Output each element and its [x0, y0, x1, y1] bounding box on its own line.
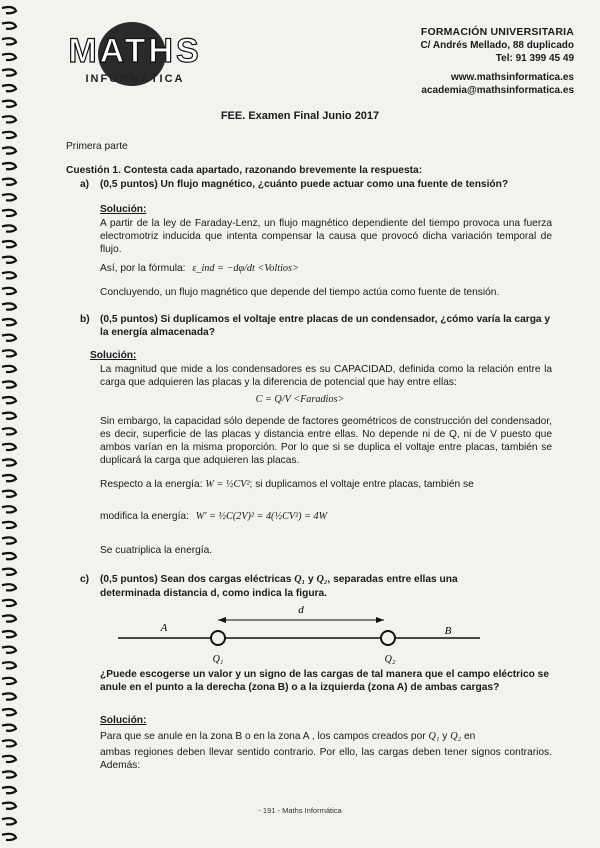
qa-formula-line	[100, 262, 299, 275]
page-footer: - 191 - Maths Informática	[258, 806, 342, 815]
spiral-ring	[2, 756, 16, 762]
qb-question: (0,5 puntos) Si duplicamos el voltaje entre placas de un condensador, ¿cómo varía la carga y la energía almacenada?	[100, 314, 551, 338]
spiral-ring	[2, 163, 16, 169]
qc-sol-and: y	[442, 731, 448, 742]
distance-label: d	[298, 604, 304, 616]
qa-formula: ε_ind = −dφ/dt <Voltios>	[192, 263, 299, 274]
qb-paragraph-2: Sin embargo, la capacidad sólo depende de factores geométricos de construcción del condensador, es decir, superficie de las placas y distancia entre ellas. No depende ni de Q, ni de V puesto que ambos varían en la misma proporción. Por lo que si se duplica el voltaje entre placas, también se duplicará la carga que adquieren las placas.	[100, 416, 552, 466]
spiral-ring	[2, 288, 16, 294]
spiral-ring	[2, 444, 16, 450]
distance-arrow-left	[218, 617, 226, 623]
qa-label: a)	[80, 179, 90, 190]
org-email: academia@mathsinformatica.es	[421, 85, 574, 96]
qb-label: b)	[80, 314, 90, 325]
qc-solution-line-1	[100, 730, 552, 743]
qc-sol-q2: Q₂	[450, 731, 462, 742]
qc-charge-q2: Q₂	[316, 574, 328, 585]
spiral-ring	[2, 491, 16, 497]
qb-modified-formula: W' = ½C(2V)² = 4(½CV²) = 4W	[195, 511, 328, 522]
qb-solution-label: Solución:	[90, 350, 137, 361]
qc-question-c: determinada distancia d, como indica la figura.	[100, 588, 328, 599]
qb-paragraph-5: Se cuatriplica la energía.	[100, 545, 213, 556]
spiral-ring	[2, 303, 16, 309]
qc-question-b: , separadas entre ellas una	[327, 574, 458, 585]
spiral-ring	[2, 23, 16, 29]
qa-paragraph-1: A partir de la ley de Faraday-Lenz, un flujo magnético dependiente del tiempo provoca una fuerza electromotriz inducida que intenta compensar la causa que provocó dicha variación temporal de flujo.	[100, 218, 552, 255]
qc-sol-q1: Q₁	[428, 731, 440, 742]
spiral-ring	[2, 241, 16, 247]
qb-formula-capacity: C = Q/V <Faradios>	[255, 394, 345, 405]
qa-formula-prefix: Así, por la fórmula:	[100, 263, 186, 274]
qb-energy-suffix: ; si duplicamos el voltaje entre placas, también se	[249, 479, 474, 490]
spiral-ring	[2, 179, 16, 185]
spiral-ring	[2, 678, 16, 684]
spiral-ring	[2, 537, 16, 543]
spiral-ring	[2, 475, 16, 481]
spiral-ring	[2, 662, 16, 668]
org-phone: Tel: 91 399 45 49	[495, 53, 574, 64]
qa-paragraph-3: Concluyendo, un flujo magnético que depende del tiempo actúa como fuente de tensión.	[100, 287, 500, 298]
distance-arrow-right	[376, 617, 384, 623]
spiral-ring	[2, 381, 16, 387]
charge-q2-label: Q₂	[384, 654, 396, 665]
charge-q1-marker	[211, 631, 225, 645]
charge-q2-marker	[381, 631, 395, 645]
spiral-binding	[0, 0, 22, 848]
spiral-ring	[2, 693, 16, 699]
charge-q1-label: Q₁	[212, 654, 224, 665]
spiral-ring	[2, 584, 16, 590]
maths-informatica-logo	[60, 14, 210, 94]
org-address: C/ Andrés Mellado, 88 duplicado	[420, 40, 574, 51]
qc-sol-b: en	[463, 731, 476, 742]
spiral-ring	[2, 413, 16, 419]
qb-paragraph-1: La magnitud que mide a los condensadores es su CAPACIDAD, definida como la relación entre la carga que adquieren las placas y la diferencia de potencial que hay entre ellas:	[100, 364, 552, 388]
qc-sol-a: Para que se anule en la zona B o en la zona A , los campos creados por	[100, 731, 426, 742]
spiral-ring	[2, 647, 16, 653]
charges-figure	[118, 596, 480, 666]
qb-energy-formula: W = ½CV²	[205, 479, 250, 490]
exam-title: FEE. Examen Final Junio 2017	[220, 110, 380, 122]
spiral-ring	[2, 506, 16, 512]
spiral-ring	[2, 54, 16, 60]
qc-question-line-1	[100, 573, 552, 586]
spiral-ring	[2, 147, 16, 153]
qc-solution-line-2: ambas regiones deben llevar sentido contrario. Por ello, las cargas deben tener signos contrarios. Además:	[100, 747, 552, 771]
q1-heading: Cuestión 1. Contesta cada apartado, razonando brevemente la respuesta:	[66, 165, 423, 176]
qc-question-extra: ¿Puede escogerse un valor y un signo de las cargas de tal manera que el campo eléctrico se anule en el punto a la derecha (zona B) o a la izquierda (zona A) de ambas cargas?	[100, 669, 549, 693]
qa-solution-label: Solución:	[100, 204, 147, 215]
spiral-ring	[2, 366, 16, 372]
spiral-ring	[2, 787, 16, 793]
qa-question: (0,5 puntos) Un flujo magnético, ¿cuánto puede actuar como una fuente de tensión?	[100, 179, 509, 190]
qc-solution-label: Solución:	[100, 715, 147, 726]
spiral-ring	[2, 225, 16, 231]
part-heading: Primera parte	[66, 141, 128, 152]
qb-modified-prefix: modifica la energía:	[100, 511, 189, 522]
spiral-ring	[2, 600, 16, 606]
spiral-ring	[2, 818, 16, 824]
qc-question-a: (0,5 puntos) Sean dos cargas eléctricas	[100, 574, 292, 585]
spiral-ring	[2, 132, 16, 138]
spiral-ring	[2, 428, 16, 434]
qb-modified-line	[100, 510, 327, 523]
spiral-ring	[2, 319, 16, 325]
spiral-ring	[2, 69, 16, 75]
spiral-ring	[2, 553, 16, 559]
spiral-ring	[2, 101, 16, 107]
spiral-ring	[2, 834, 16, 840]
spiral-ring	[2, 194, 16, 200]
qc-and: y	[307, 574, 314, 585]
spiral-ring	[2, 210, 16, 216]
spiral-ring	[2, 257, 16, 263]
org-name: FORMACIÓN UNIVERSITARIA	[420, 26, 574, 38]
qc-label: c)	[80, 574, 90, 585]
spiral-ring	[2, 709, 16, 715]
spiral-ring	[2, 38, 16, 44]
qc-charge-q1: Q₁	[294, 574, 306, 585]
org-web: www.mathsinformatica.es	[451, 72, 574, 83]
spiral-ring	[2, 569, 16, 575]
spiral-ring	[2, 335, 16, 341]
spiral-ring	[2, 272, 16, 278]
zone-a-label: A	[160, 622, 168, 634]
spiral-ring	[2, 350, 16, 356]
zone-b-label: B	[444, 625, 452, 637]
spiral-ring	[2, 725, 16, 731]
spiral-ring	[2, 740, 16, 746]
spiral-ring	[2, 771, 16, 777]
qb-energy-line	[100, 478, 552, 491]
spiral-ring	[2, 85, 16, 91]
logo-top-text: MATHS	[68, 32, 202, 70]
spiral-ring	[2, 7, 16, 13]
header-contact	[420, 26, 574, 97]
spiral-ring	[2, 631, 16, 637]
spiral-ring	[2, 459, 16, 465]
logo-bottom-text: INFORMÁTICA	[85, 73, 185, 85]
spiral-ring	[2, 522, 16, 528]
qb-energy-prefix: Respecto a la energía:	[100, 479, 203, 490]
spiral-ring	[2, 615, 16, 621]
